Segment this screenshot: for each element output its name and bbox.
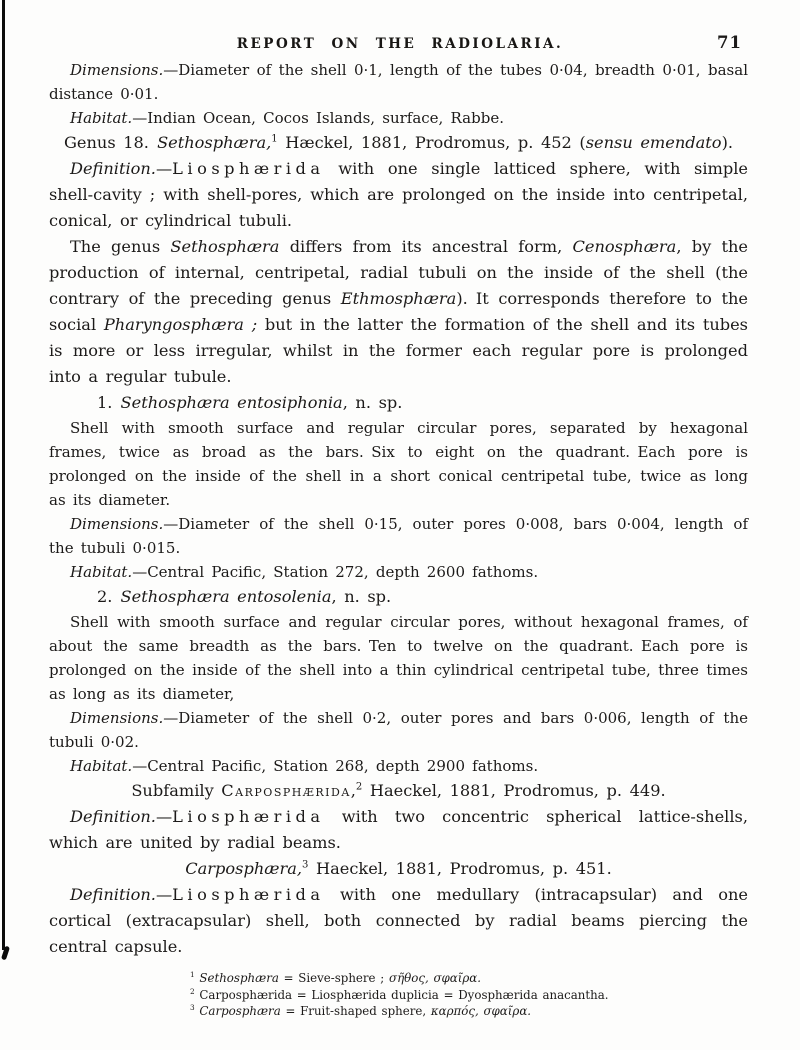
paragraph-top-habitat: Habitat.—Indian Ocean, Cocos Islands, surface, Rabbe.	[70, 109, 504, 127]
page-number: 71	[717, 33, 742, 52]
paragraph-species-1-dimensions: Dimensions.—Diameter of the shell 0·15, outer pores 0·008, bars 0·004, length of the tubuli 0·015.	[49, 515, 748, 557]
heading-species-2: 2. Sethosphæra entosolenia, n. sp.	[97, 587, 392, 606]
paragraph-species-2-dimensions: Dimensions.—Diameter of the shell 0·2, outer pores and bars 0·006, length of the tubuli 0·02.	[49, 709, 748, 751]
footnotes-block	[190, 970, 740, 1020]
paragraph-definition-carposphaera: Definition.—Liosphærida with one medullary (intracapsular) and one cortical (extracapsular) shell, both connected by radial beams piercing the central capsule.	[49, 885, 748, 956]
heading-species-1: 1. Sethosphæra entosiphonia, n. sp.	[97, 393, 403, 412]
paragraph-definition-sethosphaera: Definition.—Liosphærida with one single latticed sphere, with simple shell-cavity ; with shell-pores, which are prolonged on the inside into centripetal, conical, or cylindrical tubuli.	[49, 159, 748, 230]
paragraph-species-2-habitat: Habitat.—Central Pacific, Station 268, depth 2900 fathoms.	[70, 757, 539, 775]
heading-genus-18: Genus 18. Sethosphæra,$^1$ Hæckel, 1881, Prodromus, p. 452 (sensu emendato).	[63, 133, 734, 152]
heading-carposphaera: Carposphæra,$^3$ Haeckel, 1881, Prodromus, p. 451.	[185, 859, 612, 878]
running-title: REPORT ON THE RADIOLARIA.	[236, 36, 564, 52]
heading-subfamily-carposphaerida: Subfamily Carposphærida,$^2$ Haeckel, 1881, Prodromus, p. 449.	[131, 781, 666, 800]
footnote-3: $^3$ Carposphæra = Fruit-shaped sphere, καρπός, σφαῖρα.	[190, 1003, 532, 1018]
page-header	[0, 0, 800, 58]
scan-edge-artifact	[2, 0, 5, 950]
paragraph-species-1-description: Shell with smooth surface and regular circular pores, separated by hexagonal frames, twice as broad as the bars. Six to eight on the quadrant. Each pore is prolonged on the inside of the shell in a short conical centripetal tube, twice as long as its diameter.	[49, 419, 748, 509]
paragraph-top-dimensions: Dimensions.—Diameter of the shell 0·1, length of the tubes 0·04, breadth 0·01, basal distance 0·01.	[49, 61, 748, 103]
footnote-1: $^1$ Sethosphæra = Sieve-sphere ; σῆθος, σφαῖρα.	[190, 970, 482, 985]
footnote-2: $^2$ Carposphærida = Liosphærida duplicia = Dyosphærida anacantha.	[190, 986, 609, 1002]
page-body	[49, 58, 748, 960]
paragraph-species-2-description: Shell with smooth surface and regular circular pores, without hexagonal frames, of about the same breadth as the bars. Ten to twelve on the quadrant. Each pore is prolonged on the inside of the shell into a thin cylindrical centripetal tube, three times as long as its diameter,	[49, 613, 748, 703]
paragraph-genus-discussion: The genus Sethosphæra differs from its ancestral form, Cenosphæra, by the production of internal, centripetal, radial tubuli on the inside of the shell (the contrary of the preceding genus Ethmosphæra). It corresponds therefore to the social Pharyngosphæra ; but in the latter the formation of the shell and its tubes is more or less irregular, whilst in the former each regular pore is prolonged into a regular tubule.	[49, 237, 748, 386]
paragraph-species-1-habitat: Habitat.—Central Pacific, Station 272, depth 2600 fathoms.	[70, 563, 539, 581]
paragraph-definition-carposphaerida: Definition.—Liosphærida with two concentric spherical lattice-shells, which are united by radial beams.	[49, 807, 748, 852]
